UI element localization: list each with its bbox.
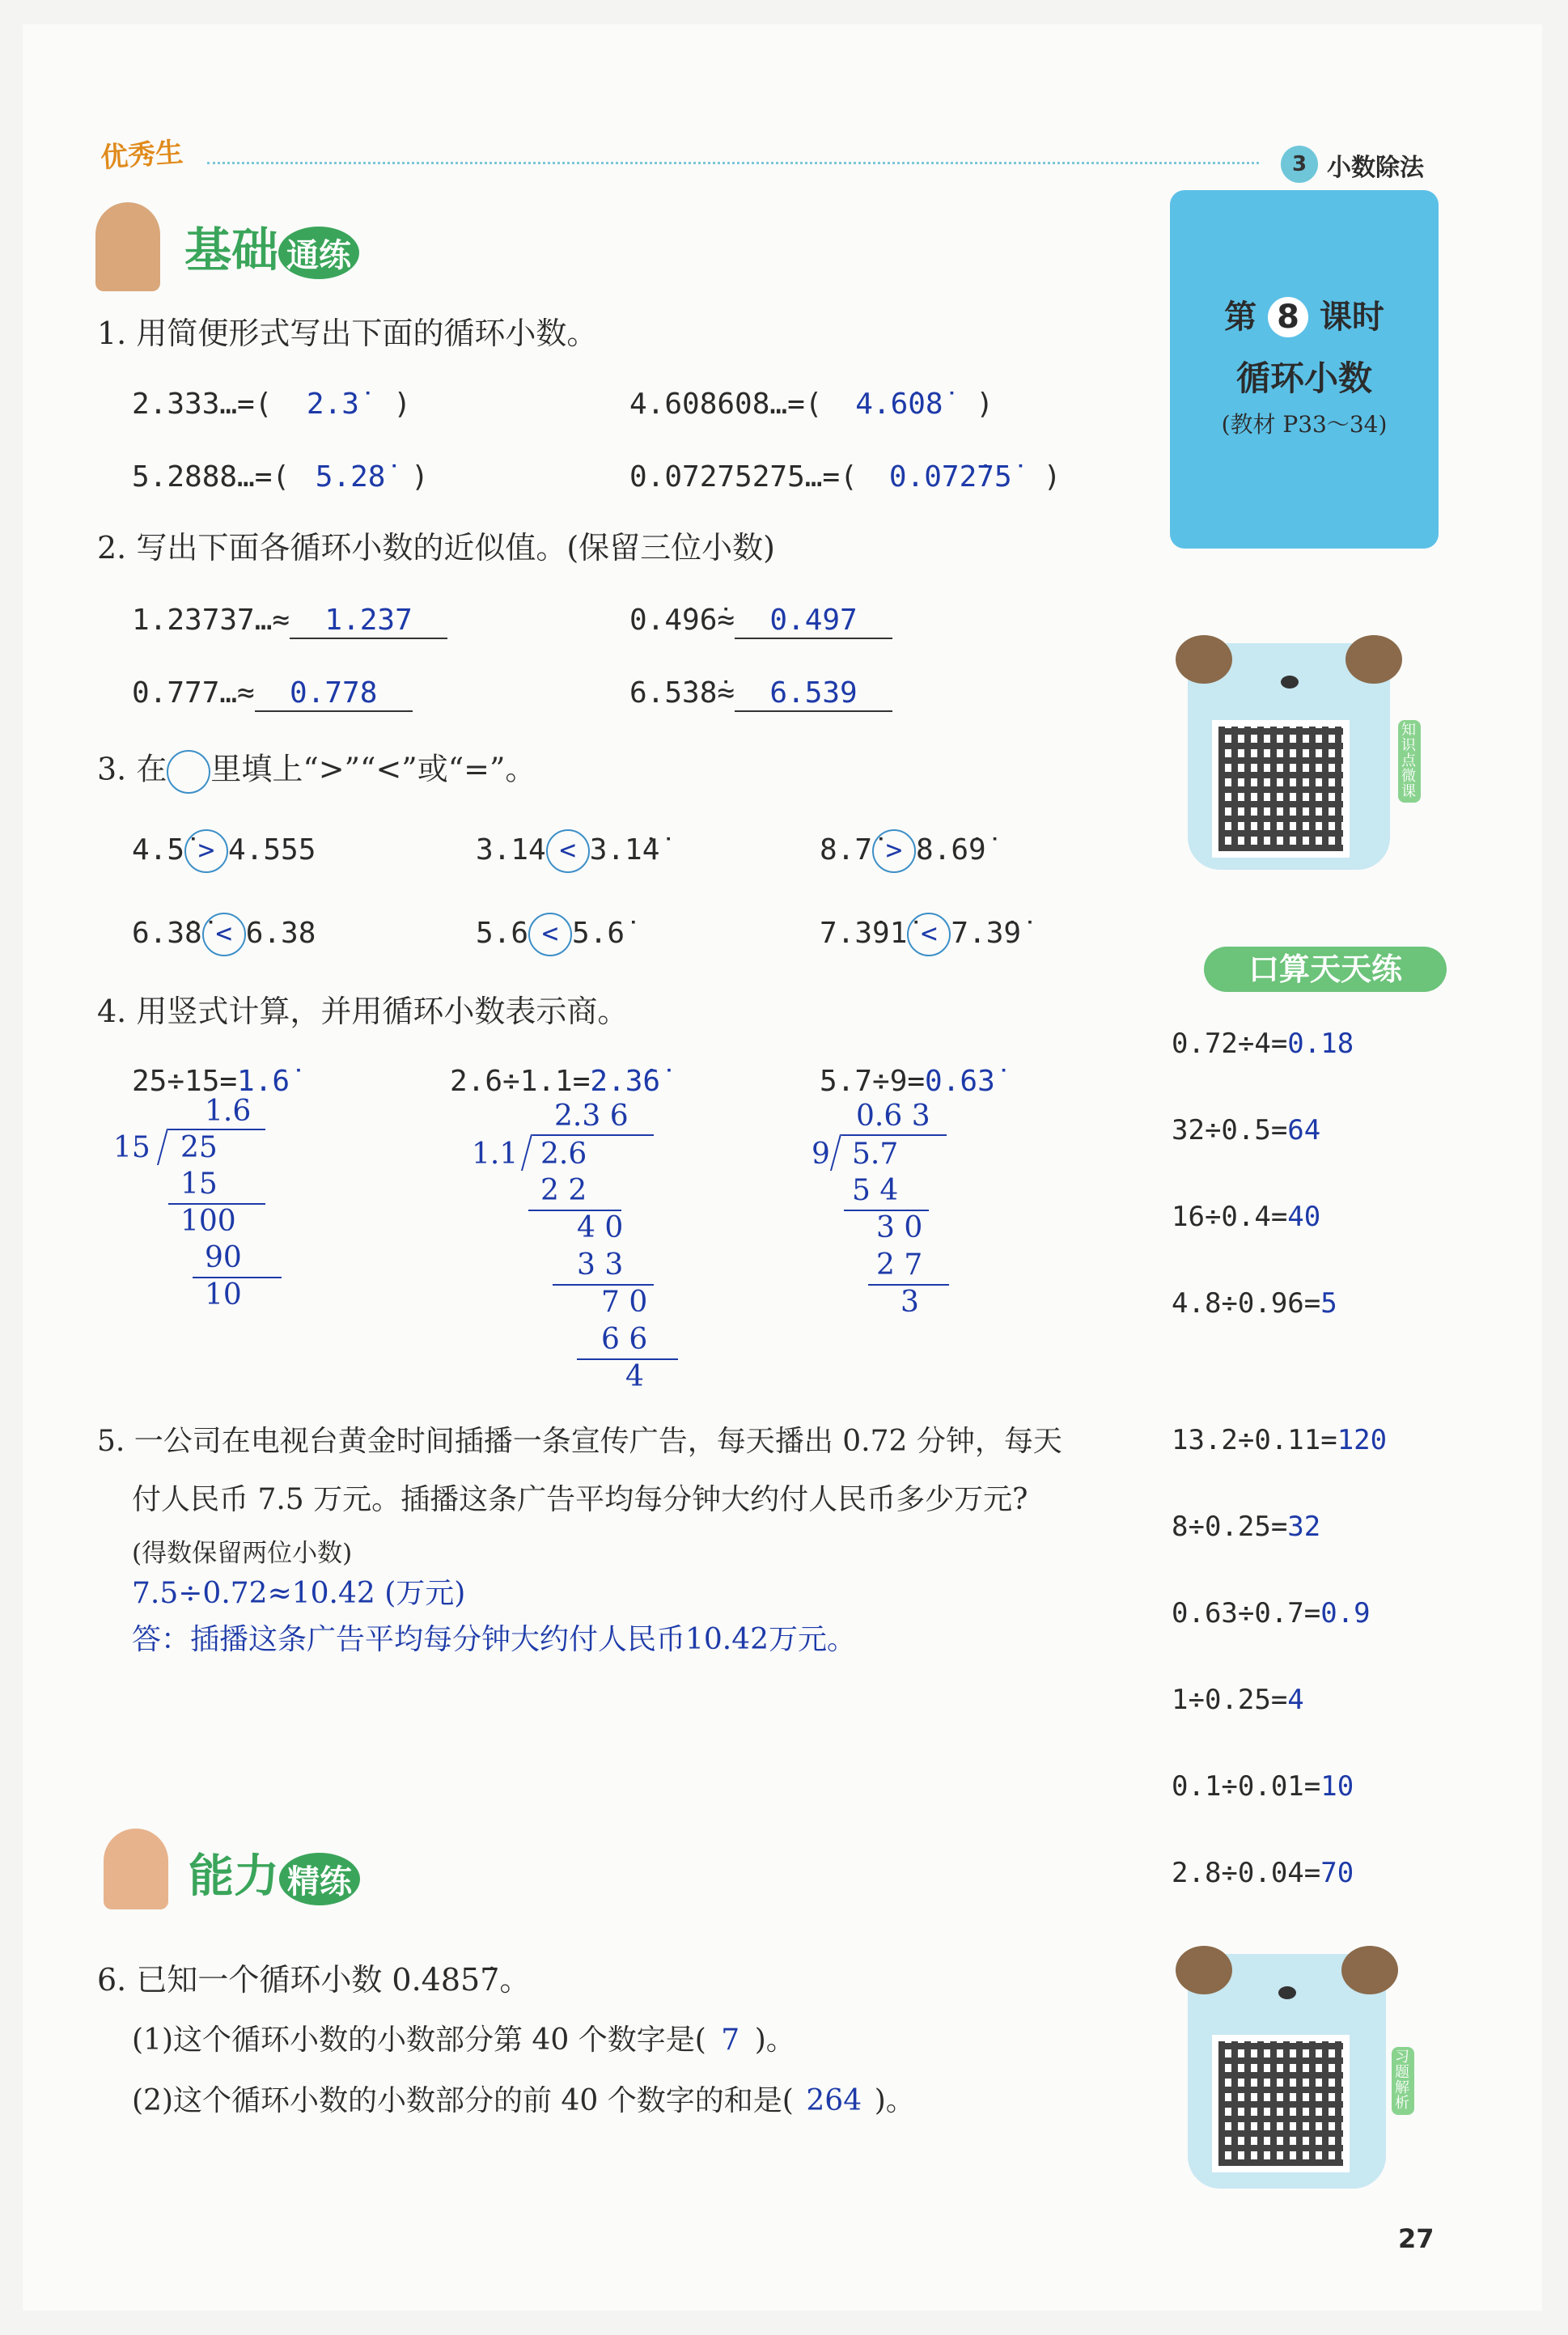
q2-item-3: 0.777…≈ 0.778 — [132, 676, 413, 712]
q5-answer-calc: 7.5÷0.72≈10.42 (万元) — [132, 1577, 466, 1610]
q3-item-1: 4.5̇ > 4.555 — [132, 829, 316, 873]
dog-ear-left-icon — [1176, 1946, 1232, 1994]
qr-code-2[interactable] — [1212, 2035, 1350, 2172]
page-number: 27 — [1398, 2223, 1435, 2254]
dog-ear-left-icon — [1176, 635, 1232, 684]
ld1-dividend: 25 — [180, 1131, 218, 1164]
oral-item-1: 0.72÷4=0.18 — [1172, 1028, 1354, 1060]
lesson-suffix: 课时 — [1319, 299, 1384, 336]
q4-item-3: 5.7÷9=0.63̇ — [820, 1065, 995, 1098]
q6-stem: 6. 已知一个循环小数 0.4̇857̇。 — [97, 1962, 531, 1998]
oral-item-4: 4.8÷0.96=5 — [1172, 1287, 1337, 1320]
qr2-label: 习题解析 — [1392, 2047, 1414, 2115]
qr-card-1 — [1188, 643, 1390, 870]
ld2-step-1: 2 2 — [540, 1174, 587, 1207]
lesson-prefix: 第 — [1224, 299, 1257, 336]
ld1-divisor: 15 — [113, 1131, 150, 1164]
q2-item-1: 1.23737…≈ 1.237 — [132, 603, 447, 639]
ld1-step-3: 90 — [205, 1241, 242, 1274]
ld3-step-1: 5 4 — [852, 1174, 899, 1207]
ld3-bar — [841, 1134, 947, 1136]
oral-item-5: 13.2÷0.11=120 — [1172, 1424, 1388, 1456]
oral-item-2: 32÷0.5=64 — [1172, 1114, 1321, 1146]
ld1-quotient: 1.6 — [205, 1095, 252, 1128]
ld2-bracket — [521, 1134, 532, 1171]
q3-item-2: 3.14 < 3.1̇4̇ — [476, 829, 659, 873]
ld2-dividend: 2.6 — [540, 1138, 587, 1171]
ld2-bar — [532, 1134, 654, 1136]
ld2-quotient: 2.3 6 — [554, 1100, 629, 1133]
dog-nose-icon — [1281, 676, 1299, 689]
q3-item-3: 8.7̇ > 8.6̇9̇ — [820, 829, 986, 873]
q3-item-6: 7.3̇91̇ < 7.3̇9̇ — [820, 913, 1021, 956]
section-basic-title: 基础 通练 — [184, 212, 359, 280]
q2-item-2: 0.4̇96̇≈ 0.497 — [629, 603, 892, 639]
ld3-step-3: 2 7 — [876, 1248, 923, 1282]
oral-item-10: 2.8÷0.04=70 — [1172, 1857, 1354, 1889]
oral-practice-title: 口算天天练 — [1204, 947, 1447, 992]
oral-item-6: 8÷0.25=32 — [1172, 1511, 1321, 1543]
qr1-label: 知识点微课 — [1398, 720, 1421, 803]
unit-title: 小数除法 — [1327, 154, 1424, 182]
girl-illustration — [104, 1829, 168, 1909]
q5-line-1: 5. 一公司在电视台黄金时间插播一条宣传广告，每天播出 0.72 分钟，每天 — [97, 1425, 1062, 1458]
dog-nose-icon — [1278, 1986, 1296, 1999]
ld3-step-2: 3 0 — [876, 1211, 923, 1244]
lesson-box — [1170, 190, 1439, 549]
q4-item-1: 25÷15=1.6̇ — [132, 1065, 290, 1098]
qr-code-1[interactable] — [1212, 720, 1350, 858]
q1-item-3: 5.2888…=( 5.28̇ ) — [132, 460, 429, 494]
unit-number-badge: 3 — [1281, 146, 1318, 183]
brand-logo: 优秀生 — [99, 136, 184, 175]
dog-ear-right-icon — [1346, 635, 1402, 684]
ld1-bracket — [157, 1129, 168, 1165]
ld1-step-1: 15 — [180, 1168, 218, 1201]
header-rule — [207, 162, 1259, 164]
q2-stem: 2. 写出下面各循环小数的近似值。(保留三位小数) — [97, 530, 775, 566]
q6-part-1: (1)这个循环小数的小数部分第 40 个数字是( 7 )。 — [132, 2024, 795, 2057]
q3-stem: 3. 在 里填上“>”“<”或“=”。 — [97, 750, 536, 794]
ld3-step-4: 3 — [901, 1286, 919, 1319]
q3-item-5: 5.6 < 5.6̇ — [476, 913, 625, 956]
q4-item-2: 2.6÷1.1=2.3̇6̇ — [450, 1065, 661, 1098]
ld2-step-5: 6 6 — [601, 1323, 648, 1356]
lesson-number: 8 — [1268, 297, 1308, 337]
ld3-divisor: 9 — [812, 1138, 830, 1171]
q3-item-4: 6.3̇8̇ < 6.38 — [132, 913, 316, 956]
q1-item-2: 4.608608…=( 4.6̇08̇ ) — [629, 388, 994, 421]
q4-stem: 4. 用竖式计算，并用循环小数表示商。 — [97, 994, 629, 1029]
q5-note: (得数保留两位小数) — [132, 1539, 353, 1568]
ld2-step-3: 3 3 — [577, 1248, 624, 1282]
ld1-step-4: 10 — [205, 1278, 242, 1312]
workbook-page — [23, 24, 1542, 2311]
qr-card-2 — [1188, 1954, 1386, 2189]
q1-item-1: 2.333…=( 2.3̇ ) — [132, 388, 412, 421]
q1-item-4: 0.07275275…=( 0.072̇75̇ ) — [629, 460, 1062, 494]
ld2-step-6: 4 — [625, 1360, 644, 1393]
ld2-step-4: 7 0 — [601, 1286, 648, 1319]
oral-item-9: 0.1÷0.01=10 — [1172, 1770, 1354, 1803]
dog-ear-right-icon — [1341, 1946, 1398, 1994]
section-ability-title: 能力 精练 — [189, 1841, 360, 1905]
ld2-step-2: 4 0 — [577, 1211, 624, 1244]
oral-item-3: 16÷0.4=40 — [1172, 1201, 1321, 1233]
boy-illustration — [95, 202, 160, 291]
q5-line-2: 付人民币 7.5 万元。插播这条广告平均每分钟大约付人民币多少万元? — [132, 1483, 1028, 1516]
ld2-divisor: 1.1 — [472, 1138, 519, 1171]
ld3-dividend: 5.7 — [852, 1138, 899, 1171]
q5-answer-text: 答：插播这条广告平均每分钟大约付人民币10.42万元。 — [132, 1623, 857, 1656]
ld3-bracket — [830, 1134, 841, 1171]
lesson-ref: (教材 P33～34) — [1221, 411, 1388, 438]
lesson-title: 循环小数 — [1235, 358, 1372, 398]
ld1-step-2: 100 — [180, 1205, 236, 1238]
oral-item-8: 1÷0.25=4 — [1172, 1684, 1304, 1716]
oral-item-7: 0.63÷0.7=0.9 — [1172, 1597, 1371, 1629]
q1-stem: 1. 用简便形式写出下面的循环小数。 — [97, 316, 598, 351]
q6-part-2: (2)这个循环小数的小数部分的前 40 个数字的和是( 264 )。 — [132, 2084, 915, 2117]
ld3-quotient: 0.6 3 — [856, 1100, 930, 1133]
q2-item-4: 6.5̇38̇≈ 6.539 — [629, 676, 892, 712]
